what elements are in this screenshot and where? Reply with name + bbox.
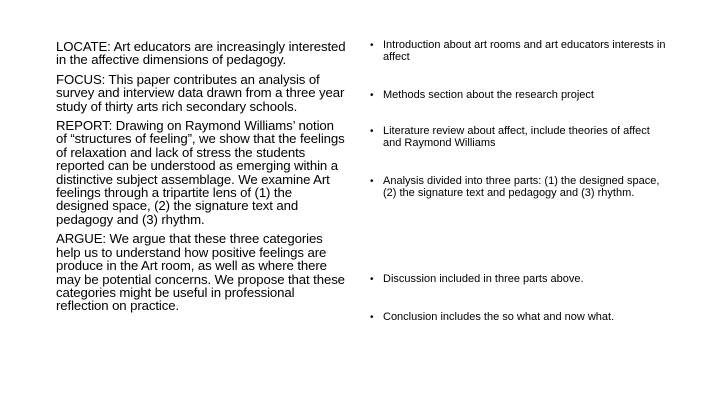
bullet-icon: • [370, 274, 374, 285]
outline-item-text: Analysis divided into three parts: (1) the designed space, (2) the signature text and pedagogy and (3) rhythm. [383, 175, 660, 199]
report-paragraph: REPORT: Drawing on Raymond Williams’ notion of “structures of feeling”, we show that the feelings of relaxation and lack of stress the students reported can be understood as emerging within a distinctive subject assemblage. We examine Art feelings through a tripartite lens of (1) the designed space, (2) the signature text and pedagogy and (3) rhythm. [56, 118, 345, 227]
outline-item-methods [370, 90, 670, 102]
outline-item-text: Discussion included in three parts above. [383, 273, 584, 285]
abstract-column [56, 40, 346, 319]
outline-item-conclusion [370, 312, 670, 324]
outline-item-text: Introduction about art rooms and art educators interests in affect [383, 39, 666, 63]
bullet-icon: • [370, 126, 374, 137]
bullet-icon: • [370, 90, 374, 101]
bullet-icon: • [370, 312, 374, 323]
focus-paragraph: FOCUS: This paper contributes an analysis of survey and interview data drawn from a three year study of thirty arts rich secondary schools. [56, 71, 345, 114]
outline-item-text: Conclusion includes the so what and now what. [383, 311, 615, 323]
outline-item-introduction [370, 40, 670, 64]
bullet-icon: • [370, 40, 374, 51]
outline-item-analysis [370, 176, 670, 200]
outline-item-text: Methods section about the research project [383, 89, 594, 101]
outline-item-discussion [370, 274, 670, 286]
argue-paragraph: ARGUE: We argue that these three categories help us to understand how positive feelings are produce in the Art room, as well as where there may be potential concerns. We propose that these categories might be useful in professional reflection on practice. [56, 231, 345, 314]
locate-paragraph: LOCATE: Art educators are increasingly interested in the affective dimensions of pedagogy. [56, 39, 346, 68]
outline-item-text: Literature review about affect, include theories of affect and Raymond Williams [383, 125, 650, 149]
bullet-icon: • [370, 176, 374, 187]
outline-item-literature-review [370, 126, 670, 150]
